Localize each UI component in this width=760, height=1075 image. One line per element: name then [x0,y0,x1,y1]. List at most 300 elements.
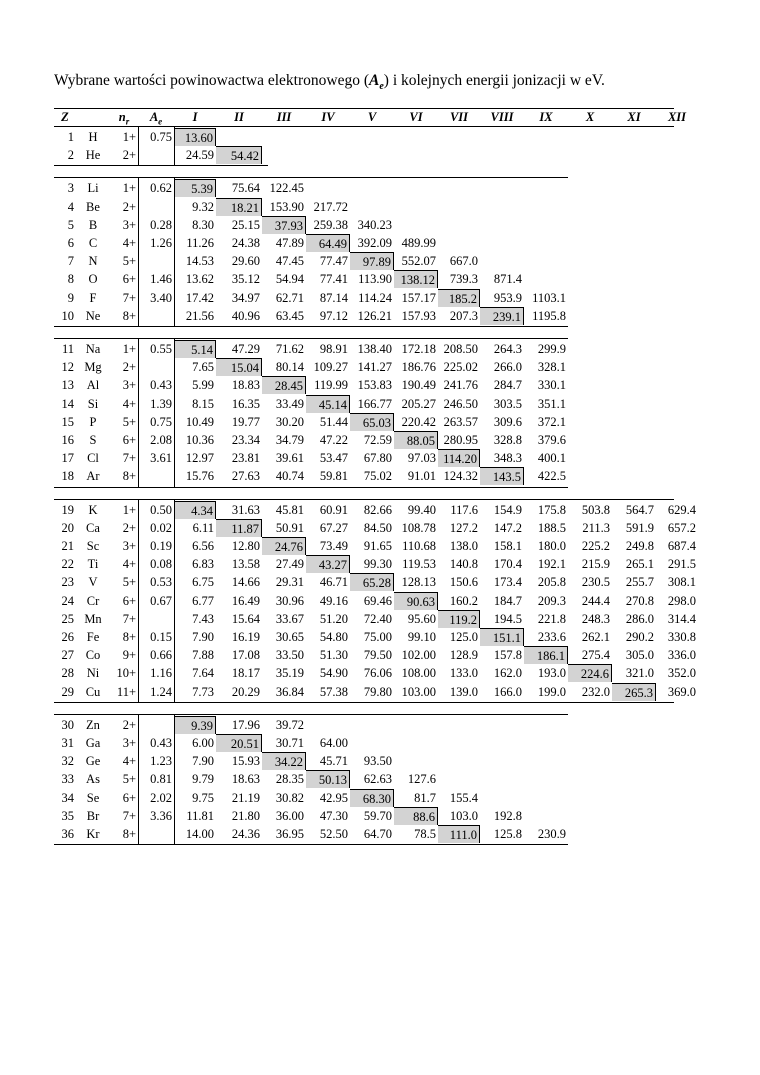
ionization-energy: 12.80 [231,539,260,553]
ionization-energy: 51.44 [319,414,348,429]
element-symbol: Zn [86,717,100,732]
valence-electrons: 9+ [122,648,136,663]
valence-electrons: 5+ [122,254,136,269]
electron-affinity: 1.16 [150,666,172,681]
ionization-energy: 35.12 [231,272,260,287]
atomic-number: 12 [61,360,74,375]
column-header-label: Z [61,110,69,124]
column-header-label: XI [627,110,641,124]
electron-affinity [138,307,172,325]
ionization-energy: 52.50 [319,827,348,841]
ionization-energy: 157.93 [401,308,436,323]
valence-electrons: 4+ [122,754,136,769]
ionization-energy: 23.81 [231,451,260,466]
ionization-energy: 158.1 [493,539,522,553]
ionization-energy: 422.5 [537,469,566,484]
ionization-energy: 91.01 [407,469,436,484]
valence-electrons: 6+ [122,593,136,608]
ionization-energy: 29.31 [275,575,304,590]
ionization-energy: 193.0 [537,666,566,681]
ionization-energy: 340.23 [357,217,392,232]
ionization-energy: 155.4 [449,790,478,805]
ionization-energy: 102.00 [401,648,436,663]
ionization-energy: 290.2 [625,630,654,644]
valence-electrons: 4+ [122,236,136,250]
ionization-energy: 33.50 [275,648,304,663]
ionization-energy: 186.1 [524,646,568,664]
ionization-energy: 53.47 [319,451,348,466]
column-header [524,108,568,126]
valence-electrons: 1+ [122,181,136,196]
atomic-number: 2 [67,148,74,163]
ionization-energy: 133.0 [449,666,478,681]
valence-electrons: 8+ [122,308,136,323]
electron-affinity [138,198,172,216]
ionization-energy: 687.4 [667,539,696,553]
ionization-energy: 54.42 [216,146,262,164]
valence-electrons: 3+ [122,217,136,232]
ionization-energy: 98.91 [319,342,348,356]
ionization-energy: 328.1 [537,360,566,375]
ionization-energy: 95.60 [407,611,436,626]
ionization-energy: 12.97 [185,451,214,466]
ionization-energy: 190.49 [401,378,436,393]
electron-affinity: 0.15 [150,630,172,644]
element-symbol: He [85,148,101,163]
ionization-energy: 147.2 [493,520,522,535]
ionization-energy: 309.6 [493,414,522,429]
valence-electrons: 4+ [122,557,136,572]
ionization-energy: 40.96 [231,308,260,323]
ionization-energy: 232.0 [581,684,610,699]
ionization-energy: 30.20 [275,414,304,429]
electron-affinity [138,716,172,734]
group-rule-top [54,126,268,127]
ionization-energy: 154.9 [493,502,522,517]
element-symbol: S [89,433,97,447]
electron-affinity: 1.39 [150,396,172,411]
ionization-energy: 36.00 [275,808,304,823]
ionization-energy: 138.0 [449,539,478,553]
valence-electrons: 8+ [122,630,136,644]
element-symbol: P [89,414,97,429]
ionization-energy: 46.71 [319,575,348,590]
table-caption [54,72,605,92]
atomic-number: 15 [61,414,74,429]
column-header-label: n [118,110,126,124]
ionization-energy: 591.9 [625,520,654,535]
ionization-energy: 35.19 [275,666,304,681]
ionization-energy: 34.97 [231,290,260,305]
ionization-energy: 103.00 [401,684,436,699]
ionization-energy: 62.71 [275,290,304,305]
ionization-energy: 24.76 [262,537,306,555]
ionization-energy: 108.78 [401,520,436,535]
ionization-energy-table [54,108,696,842]
ionization-energy: 17.96 [231,717,260,732]
ionization-energy: 7.73 [192,684,214,699]
electron-affinity [138,825,172,843]
column-header [110,108,138,126]
ionization-energy: 24.36 [231,827,260,841]
ionization-energy: 33.49 [275,396,304,411]
ionization-energy: 29.60 [231,254,260,269]
ionization-energy: 45.14 [306,395,350,413]
column-header-label: IX [539,110,553,124]
valence-electrons: 6+ [122,790,136,805]
separator-before-ae [138,499,139,702]
column-header [262,108,306,126]
atomic-number: 28 [61,666,74,681]
ionization-energy: 60.91 [319,502,348,517]
valence-electrons: 3+ [122,378,136,393]
ionization-energy: 9.75 [192,790,214,805]
ionization-energy: 400.1 [537,451,566,466]
ionization-energy: 6.56 [192,539,214,553]
valence-electrons: 2+ [122,199,136,214]
group-rule-top [54,177,568,178]
ionization-energy: 15.04 [216,358,262,376]
ionization-energy: 77.47 [319,254,348,269]
group-rule-bottom [54,702,674,703]
ionization-energy: 6.75 [192,575,214,590]
column-header [568,108,612,126]
atomic-number: 32 [61,754,74,769]
electron-affinity: 0.53 [150,575,172,590]
column-header-subscript: r [125,116,130,127]
ionization-energy: 192.1 [537,557,566,572]
group-rule-top [54,714,568,715]
electron-affinity: 0.08 [150,557,172,572]
atomic-number: 4 [67,199,74,214]
column-header [138,108,174,126]
ionization-energy: 215.9 [581,557,610,572]
ionization-energy: 91.65 [363,539,392,553]
ionization-energy: 7.64 [192,666,214,681]
ionization-energy: 9.32 [192,199,214,214]
ionization-energy: 119.99 [314,378,348,393]
electron-affinity [138,467,172,485]
ionization-energy: 80.14 [275,360,304,375]
element-symbol: B [88,217,98,232]
element-symbol: Na [85,342,101,356]
ionization-energy: 255.7 [625,575,654,590]
ionization-energy: 30.71 [275,736,304,750]
ionization-energy: 51.30 [319,648,348,663]
ionization-energy: 30.82 [275,790,304,805]
ionization-energy: 14.66 [231,575,260,590]
ionization-energy: 188.5 [537,520,566,535]
valence-electrons: 5+ [122,772,136,787]
ionization-energy: 314.4 [667,611,696,626]
ionization-energy: 265.1 [625,557,654,572]
electron-affinity: 0.19 [150,539,172,553]
ionization-energy: 244.4 [581,593,610,608]
electron-affinity: 3.40 [150,290,172,305]
ionization-energy: 65.03 [350,413,394,431]
valence-electrons: 1+ [122,342,136,356]
ionization-energy: 6.77 [192,593,214,608]
atomic-number: 27 [61,648,74,663]
ionization-energy: 303.5 [493,396,522,411]
electron-affinity: 0.62 [150,181,172,196]
ionization-energy: 352.0 [667,666,696,681]
ionization-energy: 157.17 [401,290,436,305]
valence-electrons: 2+ [122,360,136,375]
element-symbol: Ar [86,469,100,484]
ionization-energy: 7.43 [192,611,214,626]
element-symbol: As [86,772,100,787]
ionization-energy: 207.3 [449,308,478,323]
electron-affinity: 0.43 [150,736,172,750]
column-header-label: XII [667,110,687,124]
ionization-energy: 286.0 [625,611,654,626]
ionization-energy: 33.67 [275,611,304,626]
atomic-number: 11 [61,342,74,356]
ionization-energy: 351.1 [537,396,566,411]
ionization-energy: 217.72 [313,199,348,214]
ionization-energy: 221.8 [537,611,566,626]
column-header [350,108,394,126]
column-header [656,108,698,126]
ionization-energy: 28.35 [275,772,304,787]
ionization-energy: 28.45 [262,376,306,394]
ionization-energy: 47.22 [319,433,348,447]
ionization-energy: 220.42 [401,414,436,429]
electron-affinity: 3.61 [150,451,172,466]
atomic-number: 7 [67,254,74,269]
valence-electrons: 6+ [122,433,136,447]
group-rule-top [54,499,674,500]
element-symbol: Co [85,648,101,663]
atomic-number: 8 [67,272,74,287]
ionization-energy: 224.6 [568,664,612,682]
ionization-energy: 119.53 [402,557,436,572]
ionization-energy: 211.3 [582,520,610,535]
atomic-number: 5 [67,217,74,232]
ionization-energy: 76.06 [363,666,392,681]
electron-affinity: 0.28 [150,217,172,232]
ionization-energy: 117.6 [450,502,478,517]
atomic-number: 24 [61,593,74,608]
ionization-energy: 275.4 [581,648,610,663]
ionization-energy: 225.2 [581,539,610,553]
ionization-energy: 119.2 [438,610,480,628]
ionization-energy: 72.40 [363,611,392,626]
ionization-energy: 139.0 [449,684,478,699]
valence-electrons: 3+ [122,539,136,553]
ionization-energy: 7.65 [192,360,214,375]
electron-affinity: 0.66 [150,648,172,663]
ionization-energy: 18.21 [216,198,262,216]
ionization-energy: 330.8 [667,630,696,644]
valence-electrons: 2+ [122,717,136,732]
atomic-number: 34 [61,790,74,805]
ionization-energy: 73.49 [319,539,348,553]
separator-before-ie [174,126,175,165]
ionization-energy: 99.10 [407,630,436,644]
ionization-energy: 172.18 [401,342,436,356]
atomic-number: 22 [61,557,74,572]
ionization-energy: 4.34 [174,501,216,519]
ionization-energy: 552.07 [401,254,436,269]
ionization-energy: 205.27 [401,396,436,411]
ionization-energy: 30.96 [275,593,304,608]
ionization-energy: 13.58 [231,557,260,572]
ionization-energy: 39.72 [275,717,304,732]
ionization-energy: 160.2 [449,593,478,608]
atomic-number: 6 [67,236,74,250]
atomic-number: 14 [61,396,74,411]
ionization-energy: 34.22 [262,752,306,770]
ionization-energy: 5.39 [174,179,216,197]
ionization-energy: 45.81 [275,502,304,517]
atomic-number: 26 [61,630,74,644]
element-symbol: O [88,272,98,287]
ionization-energy: 8.30 [192,217,214,232]
ionization-energy: 6.00 [192,736,214,750]
element-symbol: Fe [86,630,100,644]
ionization-energy: 263.57 [443,414,478,429]
ionization-energy: 667.0 [449,254,478,269]
ionization-energy: 264.3 [493,342,522,356]
valence-electrons: 6+ [122,272,136,287]
ionization-energy: 157.8 [493,648,522,663]
electron-affinity: 2.08 [150,433,172,447]
ionization-energy: 43.27 [306,555,350,573]
column-header-label: VIII [490,110,514,124]
separator-before-ae [138,126,139,165]
column-header-subscript: e [158,116,163,127]
valence-electrons: 3+ [122,736,136,750]
ionization-energy: 128.9 [449,648,478,663]
separator-before-ie [174,338,175,487]
ionization-energy: 657.2 [667,520,696,535]
ionization-energy: 57.38 [319,684,348,699]
ionization-energy: 248.3 [581,611,610,626]
ionization-energy: 11.87 [216,519,262,537]
ionization-energy: 37.93 [262,216,306,234]
element-symbol: N [88,254,98,269]
electron-affinity: 3.36 [150,808,172,823]
ionization-energy: 348.3 [493,451,522,466]
ionization-energy: 184.7 [493,593,522,608]
ionization-energy: 47.45 [275,254,304,269]
column-header-label: I [192,110,198,124]
atomic-number: 17 [61,451,74,466]
caption-subscript: e [379,81,384,93]
column-header [78,108,110,126]
ionization-energy: 321.0 [625,666,654,681]
ionization-energy: 270.8 [625,593,654,608]
electron-affinity: 1.23 [150,754,172,769]
ionization-energy: 185.2 [438,289,480,307]
ionization-energy: 54.90 [319,666,348,681]
ionization-energy: 1103.1 [532,290,566,305]
ionization-energy: 13.60 [174,128,216,146]
ionization-energy: 225.02 [443,360,478,375]
ionization-energy: 140.8 [449,557,478,572]
valence-electrons: 7+ [122,290,136,305]
valence-electrons: 7+ [122,611,136,626]
column-header-label: X [585,110,595,124]
element-symbol: Ca [86,520,100,535]
ionization-energy: 259.38 [313,217,348,232]
atomic-number: 3 [67,181,74,196]
ionization-energy: 72.59 [363,433,392,447]
ionization-energy: 305.0 [625,648,654,663]
ionization-energy: 175.8 [537,502,566,517]
separator-before-ie [174,714,175,844]
ionization-energy: 126.21 [357,308,392,323]
ionization-energy: 192.8 [493,808,522,823]
column-header [612,108,656,126]
ionization-energy: 24.38 [231,236,260,250]
element-symbol: Sc [86,539,100,553]
valence-electrons: 2+ [122,148,136,163]
group-rule-bottom [54,326,568,327]
ionization-energy: 77.41 [319,272,348,287]
atomic-number: 18 [61,469,74,484]
ionization-energy: 298.0 [667,593,696,608]
ionization-energy: 51.20 [319,611,348,626]
ionization-energy: 7.90 [192,630,214,644]
ionization-energy: 125.8 [493,827,522,841]
ionization-energy: 241.76 [443,378,478,393]
ionization-energy: 15.76 [185,469,214,484]
separator-before-ae [138,177,139,326]
ionization-energy: 8.15 [192,396,214,411]
column-header [438,108,480,126]
electron-affinity: 1.24 [150,684,172,699]
electron-affinity: 1.26 [150,236,172,250]
ionization-energy: 503.8 [581,502,610,517]
atomic-number: 19 [61,502,74,517]
ionization-energy: 75.00 [363,630,392,644]
atomic-number: 31 [61,736,74,750]
element-symbol: Mn [84,611,102,626]
ionization-energy: 127.6 [407,772,436,787]
ionization-energy: 208.50 [443,342,478,356]
column-header [216,108,262,126]
ionization-energy: 1195.8 [532,308,566,323]
group-rule-top [54,338,568,339]
ionization-energy: 5.99 [192,378,214,393]
ionization-energy: 199.0 [537,684,566,699]
ionization-energy: 16.35 [231,396,260,411]
ionization-energy: 27.63 [231,469,260,484]
ionization-energy: 109.27 [313,360,348,375]
ionization-energy: 47.30 [319,808,348,823]
ionization-energy: 64.00 [319,736,348,750]
ionization-energy: 97.03 [407,451,436,466]
ionization-energy: 11.26 [186,236,214,250]
element-symbol: Cu [85,684,101,699]
element-symbol: Ga [85,736,101,750]
element-symbol: Cl [87,451,99,466]
ionization-energy: 265.3 [612,683,656,701]
ionization-energy: 308.1 [667,575,696,590]
ionization-energy: 59.70 [363,808,392,823]
ionization-energy: 15.64 [231,611,260,626]
electron-affinity: 1.46 [150,272,172,287]
separator-before-ae [138,338,139,487]
atomic-number: 30 [61,717,74,732]
atomic-number: 36 [61,827,74,841]
ionization-energy: 93.50 [363,754,392,769]
ionization-energy: 336.0 [667,648,696,663]
ionization-energy: 629.4 [667,502,696,517]
